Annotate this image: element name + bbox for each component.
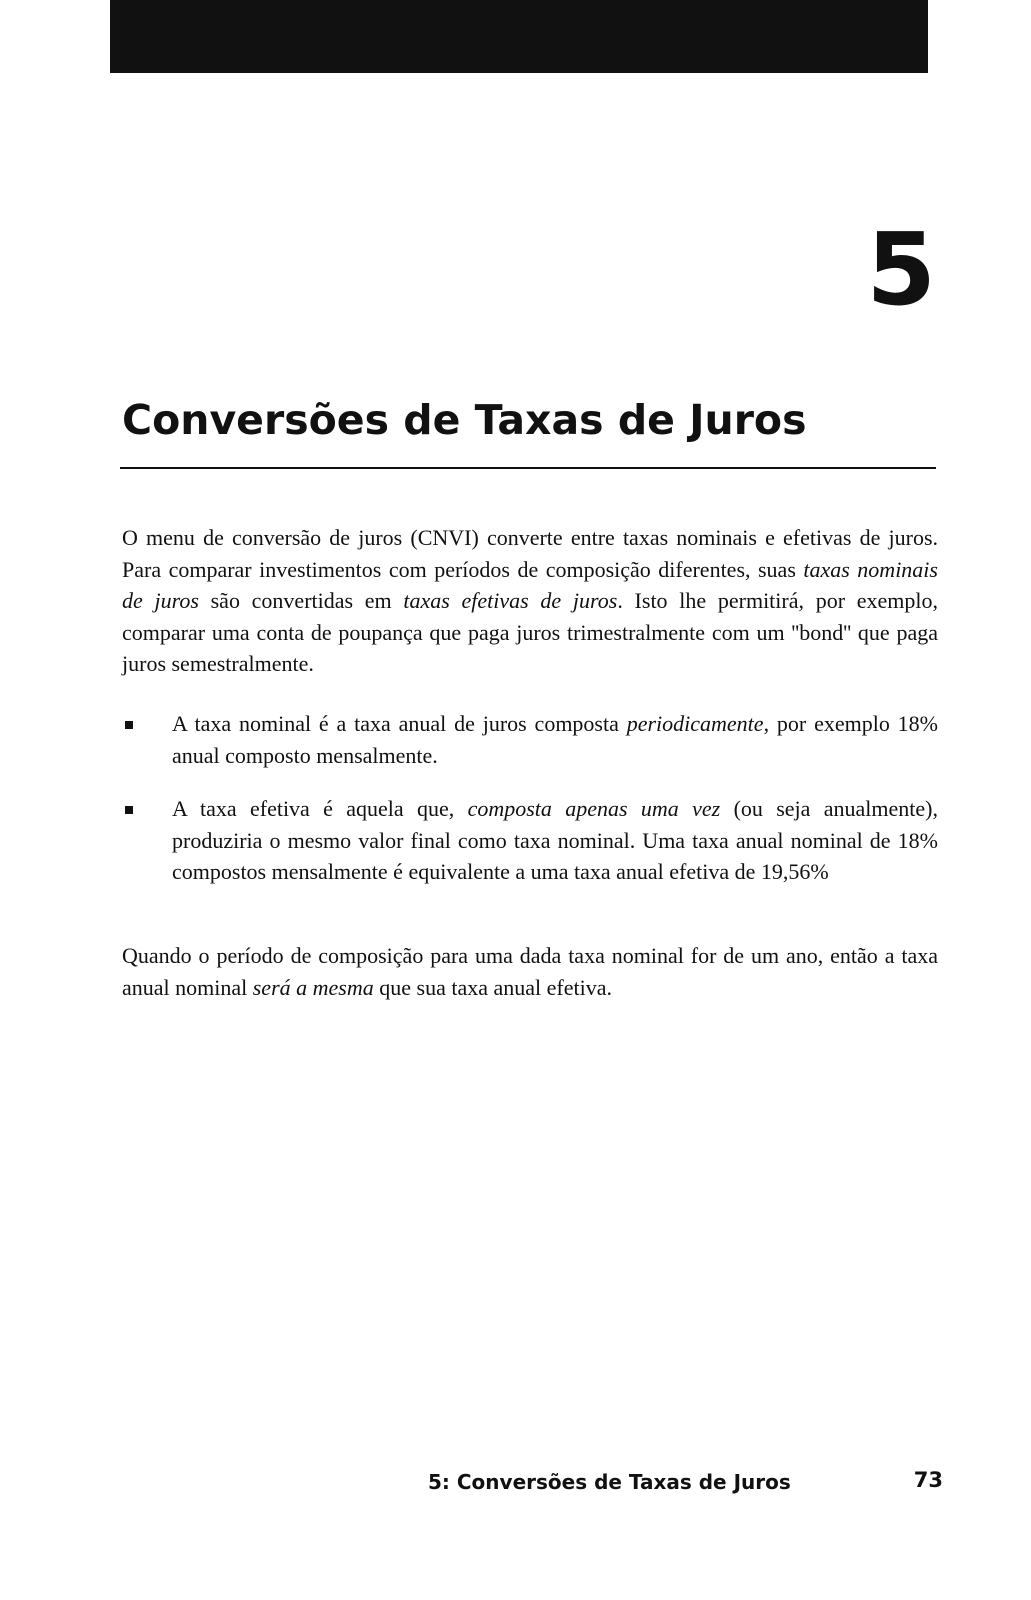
bullet-text: (ou seja anualmente), produziria o mesmo valor final como taxa nominal. Uma taxa anual nominal de 18% compostos mensalmente é equivalente a uma taxa anual efetiva de 19,56% bbox=[172, 796, 938, 884]
chapter-number: 5 bbox=[866, 211, 936, 328]
running-footer-title: 5: Conversões de Taxas de Juros bbox=[428, 1470, 791, 1494]
definition-list bbox=[122, 708, 938, 910]
intro-text-3: . Isto lhe permitirá, por exemplo, comparar uma conta de poupança que paga juros trimestralmente com um ''bond'' que paga juros semestralmente. bbox=[122, 588, 939, 676]
list-item bbox=[122, 793, 938, 888]
bullet-text: A taxa efetiva é aquela que, bbox=[172, 796, 468, 821]
closing-paragraph bbox=[122, 940, 938, 1003]
bullet-text: , por exemplo 18% anual composto mensalmente. bbox=[172, 711, 939, 768]
intro-paragraph bbox=[122, 522, 938, 680]
intro-text-2: são convertidas em bbox=[198, 588, 404, 613]
bullet-italic: periodicamente bbox=[626, 711, 764, 736]
title-divider bbox=[120, 467, 936, 469]
closing-text-1: Quando o período de composição para uma dada taxa nominal for de um ano, então a taxa anual nominal bbox=[122, 943, 938, 1000]
intro-italic-1: taxas nominais de juros bbox=[122, 556, 938, 613]
list-item bbox=[122, 708, 938, 771]
chapter-title: Conversões de Taxas de Juros bbox=[122, 396, 807, 444]
bullet-italic: composta apenas uma vez bbox=[467, 796, 721, 821]
intro-text-1: O menu de conversão de juros (CNVI) converte entre taxas nominais e efetivas de juros. Para comparar investimentos com períodos de composição diferentes, suas bbox=[122, 525, 938, 582]
chapter-header-bar bbox=[110, 0, 928, 73]
closing-italic: será a mesma bbox=[252, 974, 374, 1000]
bullet-text: A taxa nominal é a taxa anual de juros composta bbox=[172, 711, 627, 736]
page-number: 73 bbox=[913, 1468, 943, 1492]
intro-italic-2: taxas efetivas de juros bbox=[403, 588, 618, 613]
square-bullet-icon bbox=[125, 806, 133, 814]
square-bullet-icon bbox=[125, 721, 133, 729]
closing-text-2: que sua taxa anual efetiva. bbox=[373, 974, 612, 1000]
